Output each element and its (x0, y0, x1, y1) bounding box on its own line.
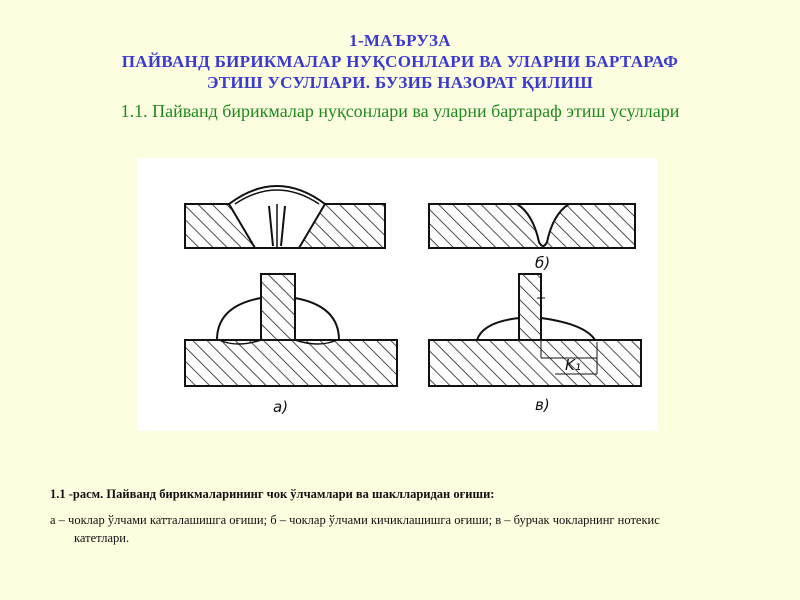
weld-bottom-right (429, 274, 641, 414)
legend-line-2: катетлари. (74, 531, 130, 545)
weld-top-left (185, 186, 385, 248)
weld-drawing (137, 158, 657, 431)
weld-bottom-left (185, 274, 397, 416)
title-line-1: ПАЙВАНД БИРИКМАЛАР НУҚСОНЛАРИ ВА УЛАРНИ БАРТАРАФ (121, 52, 679, 71)
figure-caption: 1.1 -расм. Пайванд бирикмаларининг чок ўлчамлари ва шаклларидан оғиши: (50, 487, 495, 501)
title-line-2: ЭТИШ УСУЛЛАРИ. БУЗИБ НАЗОРАТ ҚИЛИШ (206, 73, 594, 92)
figure-legend (50, 511, 780, 547)
weld-top-right (429, 204, 635, 272)
title-block (0, 30, 800, 93)
section-subtitle: 1.1. Пайванд бирикмалар нуқсонлари ва уларни бартараф этиш усуллари (120, 101, 680, 121)
weld-defects-figure (137, 158, 657, 431)
label-b: б) (535, 254, 551, 272)
lecture-number: 1-МАЪРУЗА (349, 31, 451, 50)
label-k: K₁ (565, 356, 581, 374)
label-a: а) (273, 398, 289, 416)
legend-line-1: а – чоклар ўлчами катталашишга оғиши; б – чоклар ўлчами кичиклашишга оғиши; в – бурчак чокларнинг нотекис (50, 513, 660, 527)
label-v: в) (535, 396, 550, 414)
